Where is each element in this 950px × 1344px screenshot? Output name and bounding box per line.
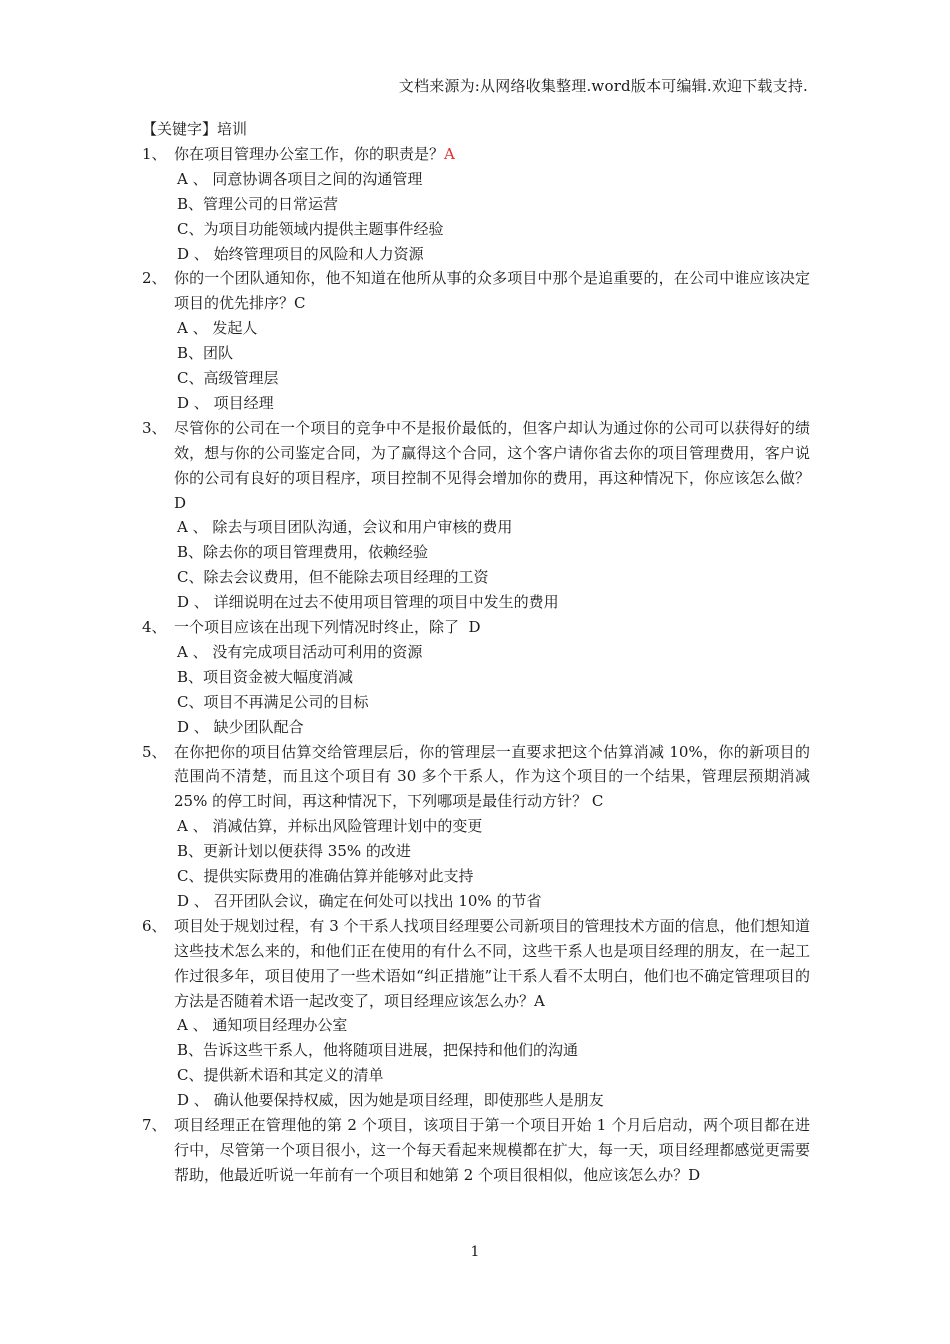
option-b: B、团队: [177, 344, 234, 363]
option-a: A 、 消减估算，并标出风险管理计划中的变更: [177, 817, 483, 836]
question-5: [142, 740, 810, 815]
option-d: D 、 缺少团队配合: [177, 717, 304, 736]
option-c: C、提供新术语和其定义的清单: [177, 1066, 384, 1085]
option-b: B、更新计划以便获得 35% 的改进: [177, 842, 411, 861]
option-b: B、告诉这些干系人，他将随项目进展，把保持和他们的沟通: [177, 1041, 579, 1060]
option-d: D 、 确认他要保持权威，因为她是项目经理，即使那些人是朋友: [177, 1091, 604, 1110]
option-b: B、除去你的项目管理费用，依赖经验: [177, 543, 429, 562]
question-number: 2、: [142, 269, 167, 288]
option-d: D 、 详细说明在过去不使用项目管理的项目中发生的费用: [177, 593, 559, 612]
question-number: 6、: [142, 916, 167, 935]
option-a: A 、 没有完成项目活动可利用的资源: [177, 642, 423, 661]
question-number: 1、: [142, 145, 167, 163]
page-number: 1: [470, 1244, 480, 1260]
option-c: C、除去会议费用，但不能除去项目经理的工资: [177, 568, 489, 587]
option-c: C、提供实际费用的准确估算并能够对此支持: [177, 867, 474, 885]
question-number: 4、: [142, 618, 167, 637]
option-c: C、项目不再满足公司的目标: [177, 692, 369, 711]
option-a: A 、 除去与项目团队沟通，会议和用户审核的费用: [177, 518, 513, 537]
question-text: 你的一个团队通知你，他不知道在他所从事的众多项目中那个是追重要的，在公司中谁应该决定项目的优先排序？C: [174, 269, 810, 313]
option-d: D 、 始终管理项目的风险和人力资源: [177, 244, 424, 263]
question-4: [142, 615, 810, 640]
option-c: C、为项目功能领域内提供主题事件经验: [177, 219, 444, 238]
question-number: 5、: [142, 742, 167, 761]
question-text: 尽管你的公司在一个项目的竞争中不是报价最低的，但客户却认为通过你的公司可以获得好的绩效，想与你的公司鉴定合同，为了赢得这个合同，这个客户请你省去你的项目管理费用，客户说你的公司有良好的项目程序，项目控制不见得会增加你的费用，再这种情况下，你应该怎么做？D: [174, 418, 810, 512]
question-2: [142, 266, 810, 316]
question-number: 7、: [142, 1115, 167, 1134]
option-d: D 、 项目经理: [177, 393, 274, 412]
document-header: 文档来源为:从网络收集整理.word版本可编辑.欢迎下载支持.: [398, 77, 808, 95]
question-6: [142, 914, 810, 1014]
option-a: A 、 通知项目经理办公室: [177, 1016, 348, 1035]
answer-mark: A: [444, 145, 455, 163]
question-3: [142, 416, 810, 516]
question-text: 项目经理正在管理他的第 2 个项目，该项目于第一个项目开始 1 个月后启动，两个项目都在进行中，尽管第一个项目很小，这一个每天看起来规模都在扩大，每一天，项目经理都感觉更需要帮助，他最近听说一年前有一个项目和她第 2 个项目很相似，他应该怎么办？D: [174, 1115, 810, 1184]
question-7: [142, 1113, 810, 1188]
question-text: 项目处于规划过程，有 3 个干系人找项目经理要公司新项目的管理技术方面的信息，他们想知道这些技术怎么来的，和他们正在使用的有什么不同，这些干系人也是项目经理的朋友，在一起工作过很多年，项目使用了一些术语如“纠正措施”让干系人看不太明白，他们也不确定管理项目的方法是否随着术语一起改变了，项目经理应该怎么办？A: [174, 916, 810, 1010]
option-c: C、高级管理层: [177, 369, 279, 388]
question-text: 一个项目应该在出现下列情况时终止，除了 D: [174, 618, 481, 637]
question-1: [142, 142, 810, 167]
option-d: D 、 召开团队会议，确定在何处可以找出 10% 的节省: [177, 891, 542, 910]
keyword-line: 【关键字】培训: [142, 120, 248, 138]
option-b: B、管理公司的日常运营: [177, 194, 339, 213]
question-number: 3、: [142, 418, 167, 437]
question-text: 在你把你的项目估算交给管理层后，你的管理层一直要求把这个估算消减 10%，你的新项目的范围尚不清楚，而且这个项目有 30 多个干系人，作为这个项目的一个结果，管理层预期消减 25% 的停工时间，再这种情况下，下列哪项是最佳行动方针？ C: [174, 742, 810, 811]
question-text: 你在项目管理办公室工作，你的职责是？A: [174, 145, 455, 163]
option-b: B、项目资金被大幅度消减: [177, 667, 354, 686]
document-body: [142, 117, 810, 1188]
option-a: A 、 发起人: [177, 319, 258, 338]
option-a: A 、 同意协调各项目之间的沟通管理: [177, 169, 423, 188]
